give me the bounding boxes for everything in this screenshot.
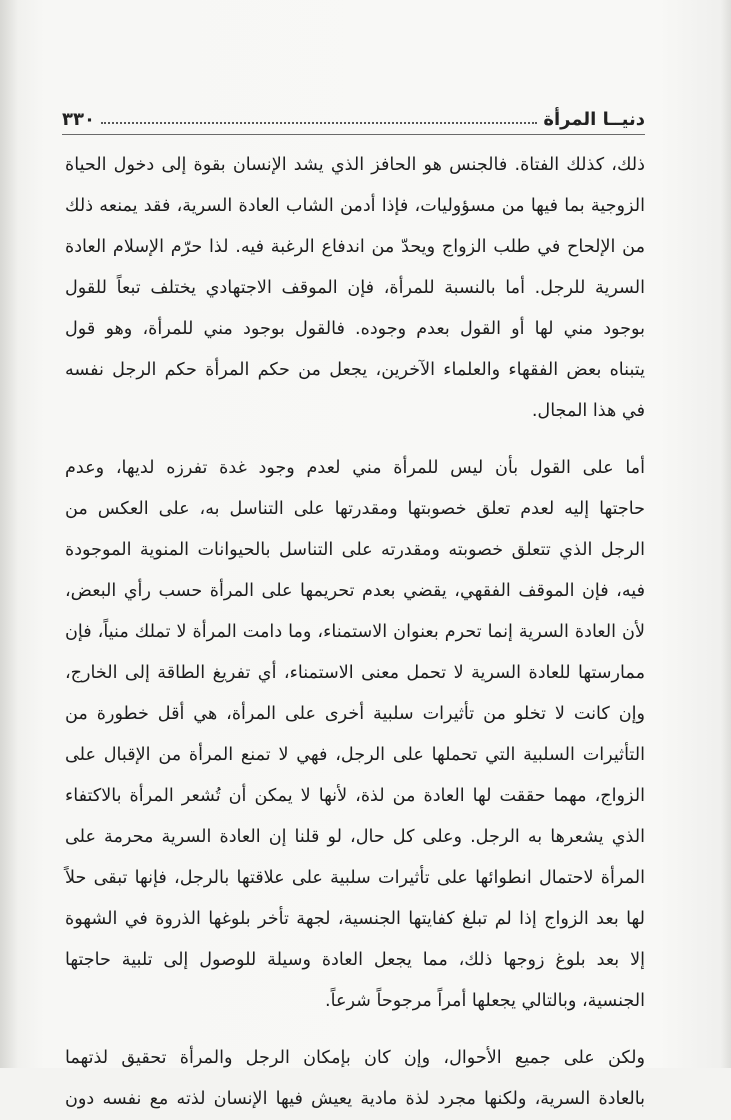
text-line: التأثيرات السلبية التي تحملها على الرجل، فهي لا تمنع المرأة من الإقبال على — [65, 745, 645, 765]
text-line: الزواج، مهما حققت لها العادة من لذة، لأنها لا يمكن أن تُشعر المرأة بالاكتفاء — [65, 786, 645, 806]
paragraph-3 — [65, 1038, 645, 1120]
page-gutter-shadow — [0, 0, 18, 1068]
text-line: الذي يشعرها به الرجل. وعلى كل حال، لو قلنا إن العادة السرية محرمة على — [65, 827, 645, 847]
text-line: حاجتها إليه لعدم تعلق خصوبتها ومقدرتها على التناسل به، على العكس من — [65, 499, 645, 519]
paragraph-2 — [65, 448, 645, 1022]
text-line: ولكن على جميع الأحوال، وإن كان بإمكان الرجل والمرأة تحقيق لذتهما — [65, 1048, 645, 1068]
paragraph-gap — [65, 1022, 645, 1038]
text-line: الزوجية بما فيها من مسؤوليات، فإذا أدمن الشاب العادة السرية، فقد يمنعه ذلك — [65, 196, 645, 216]
text-line: المرأة لاحتمال انطوائها على تأثيرات سلبية على علاقتها بالرجل، فإنها تبقى حلاً — [65, 868, 645, 888]
text-line: وإن كانت لا تخلو من تأثيرات سلبية أخرى على المرأة، هي أقل خطورة من — [65, 704, 645, 724]
text-line: فيه، فإن الموقف الفقهي، يقضي بعدم تحريمها على المرأة حسب رأي البعض، — [65, 581, 645, 601]
body-text — [65, 145, 645, 1120]
page-header — [62, 94, 645, 130]
text-line: لأن العادة السرية إنما تحرم بعنوان الاستمناء، وما دامت المرأة لا تملك منياً، فإن — [65, 622, 645, 642]
text-line: أما على القول بأن ليس للمرأة مني لعدم وجود غدة تفرزه لديها، وعدم — [65, 458, 645, 478]
text-line: الرجل الذي تتعلق خصوبته ومقدرته على التناسل بالحيوانات المنوية الموجودة — [65, 540, 645, 560]
text-line: ذلك، كذلك الفتاة. فالجنس هو الحافز الذي يشد الإنسان بقوة إلى دخول الحياة — [65, 155, 645, 175]
running-head: دنيــا المرأة — [543, 109, 645, 130]
text-line: من الإلحاح في طلب الزواج ويحدّ من اندفاع الرغبة فيه. لذا حرّم الإسلام العادة — [65, 237, 645, 257]
text-line: السرية للرجل. أما بالنسبة للمرأة، فإن الموقف الاجتهادي يختلف تبعاً للقول — [65, 278, 645, 298]
text-line: بالعادة السرية، ولكنها مجرد لذة مادية يعيش فيها الإنسان لذته مع نفسه دون — [65, 1089, 645, 1109]
page-number: ٣٣٠ — [62, 109, 95, 130]
header-rule — [62, 134, 645, 135]
text-line: لها بعد الزواج إذا لم تبلغ كفايتها الجنسية، لجهة تأخر بلوغها الذروة في الشهوة — [65, 909, 645, 929]
text-line: ممارستها للعادة السرية لا تحمل معنى الاستمناء، أي تفريغ الطاقة إلى الخارج، — [65, 663, 645, 683]
text-line: إلا بعد بلوغ زوجها ذلك، مما يجعل العادة وسيلة للوصول إلى تلبية حاجتها — [65, 950, 645, 970]
header-leader-dots — [101, 122, 537, 124]
text-line: بوجود مني لها أو القول بعدم وجوده. فالقول بوجود مني للمرأة، وهو قول — [65, 319, 645, 339]
text-line: يتبناه بعض الفقهاء والعلماء الآخرين، يجعل من حكم المرأة حكم الرجل نفسه — [65, 360, 645, 380]
paragraph-1 — [65, 145, 645, 432]
text-line: الجنسية، وبالتالي يجعلها أمراً مرجوحاً شرعاً. — [325, 991, 645, 1011]
page-edge-shadow — [721, 0, 731, 1068]
text-line: في هذا المجال. — [531, 401, 645, 421]
paragraph-gap — [65, 432, 645, 448]
